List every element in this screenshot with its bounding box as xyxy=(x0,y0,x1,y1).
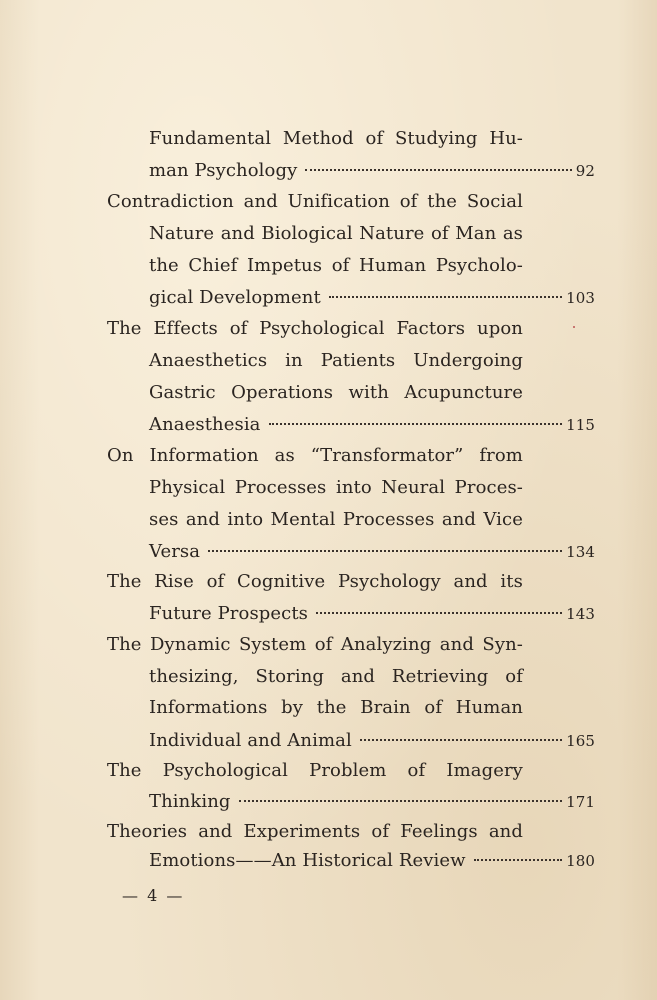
toc-word: The xyxy=(107,318,142,339)
toc-entry-text: gical Development xyxy=(149,287,321,308)
toc-line-5 xyxy=(149,255,523,277)
toc-word: Experiments xyxy=(243,821,361,842)
toc-entry-text: Anaesthesia xyxy=(149,414,261,435)
dot-leader xyxy=(316,612,562,614)
toc-word: Brain xyxy=(360,697,411,718)
toc-page-number: 134 xyxy=(566,543,595,561)
toc-word: of xyxy=(365,128,384,149)
toc-word: Theories xyxy=(107,821,188,842)
toc-entry-text: Future Prospects xyxy=(149,603,309,624)
toc-word: Impetus xyxy=(246,255,323,276)
toc-word: as xyxy=(274,445,295,466)
toc-word: Fundamental xyxy=(149,128,272,149)
toc-word: Processes xyxy=(342,509,435,530)
toc-word: Biological xyxy=(261,223,353,244)
toc-word: Dynamic xyxy=(150,634,231,655)
toc-word: of xyxy=(399,191,418,212)
toc-entry-text: Versa xyxy=(149,541,201,562)
toc-word: of xyxy=(407,760,426,781)
toc-word: Neural xyxy=(381,477,446,498)
toc-word: The xyxy=(107,634,142,655)
toc-word: Social xyxy=(466,191,523,212)
toc-word: Psychological xyxy=(162,760,288,781)
toc-word: Informations xyxy=(149,697,268,718)
toc-word: The xyxy=(107,571,142,592)
toc-word: ses xyxy=(149,509,179,530)
toc-word: System xyxy=(238,634,307,655)
toc-word: the xyxy=(149,255,179,276)
dot-leader xyxy=(208,550,562,552)
dot-leader xyxy=(329,296,562,298)
toc-word: Syn- xyxy=(482,634,523,655)
toc-line-13 xyxy=(149,509,523,531)
toc-word: in xyxy=(285,350,303,371)
toc-word: of xyxy=(430,223,449,244)
toc-word: its xyxy=(500,571,523,592)
toc-page-number: 143 xyxy=(566,605,595,623)
toc-word: Operations xyxy=(231,382,334,403)
toc-word: Studying xyxy=(395,128,478,149)
toc-word: Vice xyxy=(483,509,523,530)
toc-word: Proces- xyxy=(454,477,523,498)
toc-word: Cognitive xyxy=(237,571,326,592)
toc-word: Mental xyxy=(270,509,336,530)
toc-line-3 xyxy=(107,191,523,213)
toc-word: and xyxy=(243,191,278,212)
toc-page-number: 171 xyxy=(566,793,595,811)
toc-word: with xyxy=(348,382,389,403)
toc-entry-text: Emotions——An Historical Review xyxy=(149,850,466,871)
dot-leader xyxy=(360,739,562,741)
toc-line-10 xyxy=(149,414,595,436)
toc-word: Information xyxy=(149,445,259,466)
toc-page-number: 180 xyxy=(566,852,595,870)
toc-word: the xyxy=(427,191,458,212)
toc-word: of xyxy=(314,634,333,655)
toc-word: the xyxy=(316,697,347,718)
toc-word: and xyxy=(198,821,233,842)
toc-word: upon xyxy=(477,318,523,339)
toc-word: of xyxy=(371,821,390,842)
toc-entry-text: man Psychology xyxy=(149,160,298,181)
toc-entry-text: Thinking xyxy=(149,791,231,812)
toc-word: “Transformator” xyxy=(310,445,464,466)
toc-line-11 xyxy=(107,445,523,467)
toc-word: Contradiction xyxy=(107,191,234,212)
toc-line-16 xyxy=(149,603,595,625)
toc-line-7 xyxy=(107,318,523,340)
dot-leader xyxy=(239,800,563,802)
toc-word: Analyzing xyxy=(340,634,432,655)
toc-line-19 xyxy=(149,697,523,719)
toc-word: Human xyxy=(359,255,427,276)
toc-word: Rise xyxy=(154,571,194,592)
toc-line-12 xyxy=(149,477,523,499)
page-number: — 4 — xyxy=(122,886,185,905)
toc-word: The xyxy=(107,760,142,781)
toc-word: and xyxy=(340,666,376,687)
toc-word: Retrieving xyxy=(391,666,489,687)
toc-line-22 xyxy=(149,791,595,813)
toc-word: and xyxy=(220,223,255,244)
toc-word: into xyxy=(227,509,264,530)
toc-word: Psychology xyxy=(337,571,441,592)
toc-word: Anaesthetics xyxy=(149,350,268,371)
toc-line-9 xyxy=(149,382,523,404)
toc-word: Human xyxy=(455,697,523,718)
toc-word: On xyxy=(107,445,134,466)
dot-leader xyxy=(474,859,562,861)
toc-word: Man xyxy=(455,223,497,244)
toc-word: Chief xyxy=(188,255,238,276)
toc-word: and xyxy=(441,509,477,530)
toc-page-number: 92 xyxy=(575,162,595,180)
toc-line-21 xyxy=(107,760,523,782)
toc-word: Physical xyxy=(149,477,226,498)
toc-entry-text: Individual and Animal xyxy=(149,730,352,751)
toc-word: Processes xyxy=(234,477,327,498)
toc-word: by xyxy=(281,697,304,718)
toc-word: of xyxy=(331,255,350,276)
toc-word: Nature xyxy=(359,223,425,244)
toc-word: of xyxy=(229,318,248,339)
ink-speck xyxy=(573,326,575,328)
toc-word: Patients xyxy=(320,350,396,371)
toc-word: Acupuncture xyxy=(404,382,523,403)
toc-word: of xyxy=(505,666,523,687)
toc-word: Hu- xyxy=(489,128,523,149)
toc-page-number: 115 xyxy=(566,416,595,434)
toc-word: Imagery xyxy=(446,760,523,781)
toc-line-1 xyxy=(149,128,523,150)
toc-word: Effects xyxy=(153,318,218,339)
toc-word: of xyxy=(424,697,443,718)
toc-word: from xyxy=(479,445,523,466)
toc-word: into xyxy=(335,477,372,498)
toc-word: and xyxy=(185,509,220,530)
toc-word: of xyxy=(206,571,225,592)
toc-word: Gastric xyxy=(149,382,216,403)
toc-line-4 xyxy=(149,223,523,245)
toc-word: Nature xyxy=(149,223,215,244)
toc-word: Unification xyxy=(287,191,390,212)
toc-line-24 xyxy=(149,850,595,872)
toc-line-18 xyxy=(149,666,523,688)
toc-word: thesizing, xyxy=(149,666,239,687)
dot-leader xyxy=(269,423,563,425)
toc-line-8 xyxy=(149,350,523,372)
toc-word: and xyxy=(439,634,474,655)
toc-word: Undergoing xyxy=(413,350,523,371)
toc-line-2 xyxy=(149,160,595,182)
toc-word: Method xyxy=(282,128,354,149)
toc-word: and xyxy=(453,571,488,592)
toc-word: Psychological xyxy=(259,318,385,339)
toc-word: Problem xyxy=(309,760,387,781)
toc-line-20 xyxy=(149,730,595,752)
toc-word: Storing xyxy=(255,666,325,687)
toc-word: as xyxy=(502,223,523,244)
toc-word: Psycholo- xyxy=(435,255,523,276)
toc-page-number: 103 xyxy=(566,289,595,307)
toc-line-15 xyxy=(107,571,523,593)
toc-page-number: 165 xyxy=(566,732,595,750)
toc-line-14 xyxy=(149,541,595,563)
toc-word: and xyxy=(488,821,523,842)
dot-leader xyxy=(305,169,571,171)
toc-line-23 xyxy=(107,821,523,843)
toc-word: Factors xyxy=(396,318,466,339)
toc-line-6 xyxy=(149,287,595,309)
toc-word: Feelings xyxy=(400,821,478,842)
toc-line-17 xyxy=(107,634,523,656)
